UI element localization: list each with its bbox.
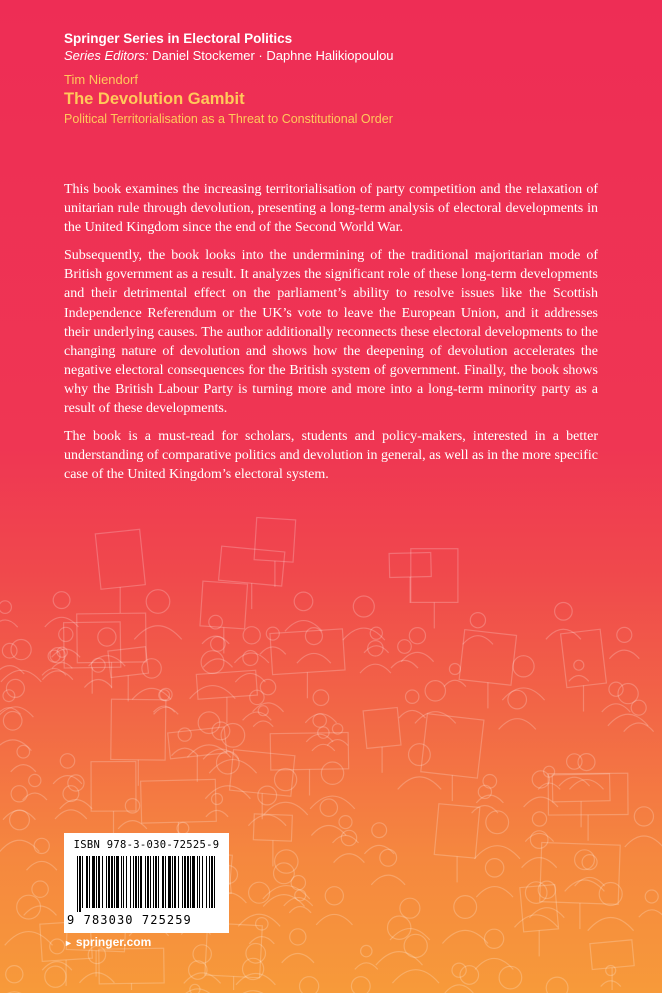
isbn-label: ISBN 978-3-030-72525-9 [73, 839, 220, 851]
arrow-right-icon: ► [64, 938, 73, 948]
blurb-paragraph: Subsequently, the book looks into the undermining of the traditional majoritarian mode of British government as a result. It analyzes the significant role of these long-term developments and their detrimental effect on the parliament’s ability to resolve issues like the Scottish Independence Referendum or the UK’s vote to leave the European Union, and it addresses their underlying causes. The author additionally reconnects these electoral developments to the changing nature of devolution and shows how the deepening of devolution accelerates the negative electoral consequences for the British system of government. Finally, the book shows why the British Labour Party is turning more and more into a long-term minority party as a result of these developments. [64, 248, 598, 417]
barcode-icon [76, 856, 218, 912]
publisher-website-text: springer.com [75, 935, 152, 949]
series-editors-label: Series Editors: [64, 48, 149, 63]
series-title: Springer Series in Electoral Politics [64, 31, 293, 46]
cover-header [64, 30, 624, 128]
blurb-paragraph: The book is a must-read for scholars, students and policy-makers, interested in a better understanding of comparative politics and devolution in general, as well as in the more specific case of the United Kingdom’s electoral system. [64, 429, 598, 483]
book-author: Tim Niendorf [64, 72, 138, 87]
blurb-paragraph: This book examines the increasing territorialisation of party competition and the relaxation of unitarian rule through devolution, presenting a long-term analysis of electoral developments in the United Kingdom since the end of the Second World War. [64, 182, 598, 236]
barcode-digits: 9 783030 725259 [67, 913, 192, 927]
series-editors-names: Daniel Stockemer · Daphne Halikiopoulou [152, 48, 394, 63]
book-subtitle: Political Territorialisation as a Threat to Constitutional Order [64, 112, 393, 126]
publisher-website[interactable] [64, 935, 151, 950]
book-title: The Devolution Gambit [64, 90, 245, 108]
series-editors [64, 47, 624, 64]
book-blurb [64, 180, 598, 493]
isbn-barcode-box [64, 833, 229, 933]
